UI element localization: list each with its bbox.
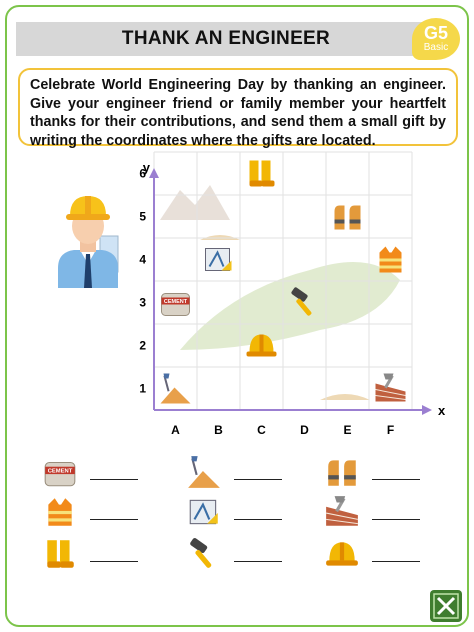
answer-blank[interactable] (234, 479, 282, 480)
grid-gift-sand-shovel-icon (161, 374, 191, 404)
sand-shovel-icon (186, 454, 222, 490)
coordinate-grid (139, 160, 446, 440)
answer-row (186, 536, 282, 572)
boots-icon (42, 536, 78, 572)
answer-row (42, 454, 138, 490)
cement-label: CEMENT (47, 468, 73, 475)
y-tick-label: 2 (139, 338, 146, 353)
y-tick-label: 4 (139, 252, 146, 267)
y-tick-label: 6 (139, 166, 146, 181)
x-tick-label: B (214, 423, 223, 437)
x-tick-label: F (386, 423, 395, 437)
grid-gift-blueprint-icon (206, 249, 232, 271)
y-axis-arrow (149, 168, 159, 178)
mountain-decor (160, 185, 230, 220)
answer-blank[interactable] (90, 561, 138, 562)
badge-level: Basic (423, 42, 449, 53)
y-tick-label: 1 (139, 381, 146, 396)
grid-gift-boots-icon (250, 161, 275, 187)
island-decor-2 (320, 394, 370, 400)
cement-bag-icon (42, 454, 78, 490)
title-bar (16, 22, 436, 56)
grid-gift-cement-bag-icon (162, 294, 190, 316)
x-axis-label: x (438, 403, 446, 418)
answer-row (186, 494, 282, 530)
answer-row (42, 536, 138, 572)
hammer-icon (186, 536, 222, 572)
answer-row (42, 494, 138, 530)
safety-vest-icon (42, 494, 78, 530)
blueprint-icon (186, 494, 222, 530)
badge-grade: G5 (423, 23, 448, 43)
gloves-icon (324, 454, 360, 490)
map-background (180, 262, 400, 350)
intro-text: Celebrate World Engineering Day by thanking an engineer. Give your engineer friend or family member your heartfelt thanks for their contributions, and send them a small gift by writing the coordinates where the gifts are located. (18, 68, 458, 146)
answer-blank[interactable] (234, 519, 282, 520)
answer-blank[interactable] (372, 519, 420, 520)
y-axis-label: y (142, 160, 150, 175)
x-tick-label: E (343, 423, 352, 437)
answer-row (324, 494, 420, 530)
answer-blank[interactable] (372, 561, 420, 562)
logo-icon (430, 590, 462, 622)
y-tick-label: 3 (139, 295, 146, 310)
answer-blank[interactable] (372, 479, 420, 480)
bricks-icon (324, 494, 360, 530)
answer-blank[interactable] (90, 519, 138, 520)
answer-row (324, 454, 420, 490)
grid-gift-safety-vest-icon (380, 247, 402, 273)
grid-gift-gloves-icon (335, 206, 361, 230)
grade-badge (412, 18, 460, 60)
engineer-icon (52, 188, 124, 288)
answer-row (186, 454, 282, 490)
answer-blank[interactable] (234, 561, 282, 562)
x-tick-label: D (300, 423, 309, 437)
y-tick-label: 5 (139, 209, 146, 224)
cement-label: CEMENT (163, 299, 188, 305)
grid-gift-bricks-icon (376, 374, 406, 402)
page-title: THANK AN ENGINEER (121, 28, 331, 49)
hard-hat-icon (324, 536, 360, 572)
answer-blank[interactable] (90, 479, 138, 480)
x-tick-label: C (257, 423, 266, 437)
x-tick-label: A (171, 423, 180, 437)
answer-row (324, 536, 420, 572)
